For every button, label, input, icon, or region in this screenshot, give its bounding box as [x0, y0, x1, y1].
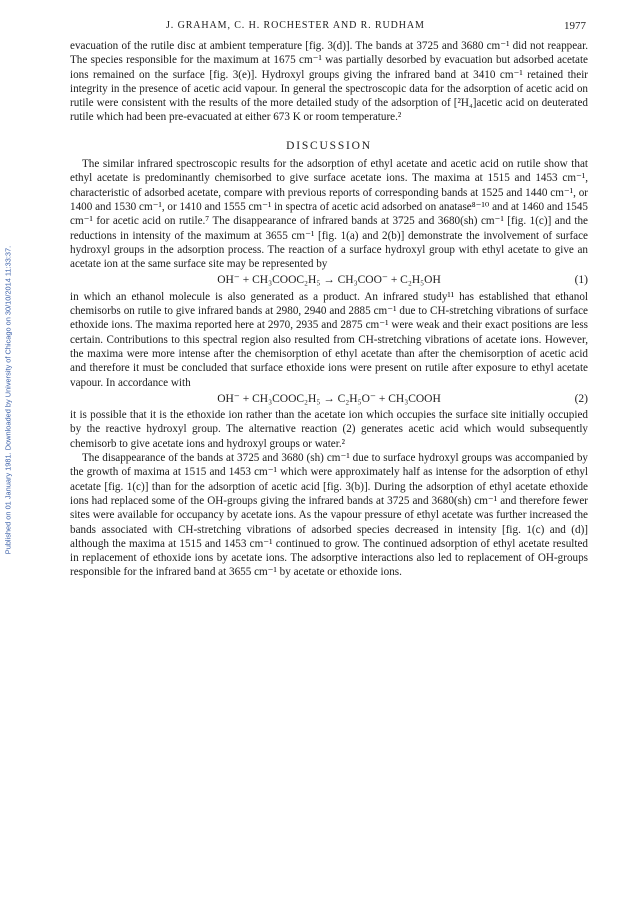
- paragraph-hydroxyl-disappearance: The disappearance of the bands at 3725 and 3680 (sh) cm⁻¹ due to surface hydroxyl groups was accompanied by the growth of maxima at 1515 and 1453 cm⁻¹ which were approximately half as intense for the adsorption of ethyl acetate [fig. 1(c)] than for the adsorption of acetic acid [fig. 3(b)]. During the adsorption of ethyl acetate ethoxide ions had replaced some of the OH-groups giving the infrared bands at 3725 and 3680(sh) cm⁻¹ and therefore fewer sites were available for occupancy by acetate ions. As the vapour pressure of ethyl acetate was further increased the bands associated with CH-stretching vibrations of adsorbed species decreased in intensity [fig. 1(c) and (d)] although the maxima at 1515 and 1453 cm⁻¹ continued to grow. The continued adsorption of ethyl acetate resulted in replacement of ethoxide ions by acetate ions. The adsorptive interactions also led to replacement of OH-groups responsible for the infrared band at 3655 cm⁻¹ by acetate or ethoxide ions.: [70, 452, 588, 579]
- publication-note[interactable]: Published on 01 January 1981. Downloaded by University of Chicago on 30/10/2014 11:33:37.: [3, 245, 13, 555]
- equation-2: [70, 392, 588, 406]
- equation-2-text: OH⁻ + CH₃COOC₂H₅ → C₂H₅O⁻ + CH₃COOH: [217, 392, 441, 405]
- article-body: [70, 39, 588, 580]
- equation-1-number: (1): [574, 274, 588, 287]
- paragraph-discussion-intro: The similar infrared spectroscopic results for the adsorption of ethyl acetate and acetic acid on rutile show that ethyl acetate is predominantly chemisorbed to give surface acetate ions. The maxima at 1515 and 1453 cm⁻¹, characteristic of adsorbed acetate, compare with previous reports of corresponding bands at 1525 and 1440 cm⁻¹, or 1400 and 1530 cm⁻¹, or 1410 and 1555 cm⁻¹ in spectra of acetic acid adsorbed on anatase⁸⁻¹⁰ and at 1460 and 1545 cm⁻¹ for acetic acid on rutile.⁷ The disappearance of infrared bands at 3725 and 3680(sh) cm⁻¹ [fig. 1(c)] and the reductions in intensity of the maximum at 3655 cm⁻¹ [fig. 1(a) and 2(b)] demonstrate the involvement of surface hydroxyl groups in the adsorption process. The reaction of a surface hydroxyl group with ethyl acetate to give an acetate ion at the same surface site may be represented by: [70, 158, 589, 271]
- equation-1-text: OH⁻ + CH₃COOC₂H₅ → CH₃COO⁻ + C₂H₅OH: [217, 274, 441, 287]
- publication-sidebar: [0, 150, 16, 650]
- equation-1: [70, 273, 588, 287]
- running-header: [70, 20, 586, 34]
- section-heading: DISCUSSION: [286, 139, 372, 152]
- page-number: 1977: [564, 20, 586, 32]
- header-authors: J. GRAHAM, C. H. ROCHESTER AND R. RUDHAM: [166, 20, 425, 31]
- paragraph-ethanol: in which an ethanol molecule is also generated as a product. An infrared study¹¹ has established that ethanol chemisorbs on rutile to give infrared bands at 2980, 2940 and 2885 cm⁻¹ due to CH-stretching vibrations of surface ethoxide ions. The maxima reported here at 2970, 2935 and 2875 cm⁻¹ were weak and their exact positions are less certain. Contributions to this spectral region also resulted from CH-stretching vibrations of acetate ions. However, the maxima were more intense after the chemisorption of ethyl acetate than after the chemisorption of acetic acid and therefore it must be concluded that surface ethoxide ions were present on rutile after exposure to ethyl acetate vapour. In accordance with: [70, 290, 588, 389]
- equation-2-number: (2): [574, 392, 588, 405]
- paragraph-continuation: evacuation of the rutile disc at ambient temperature [fig. 3(d)]. The bands at 3725 and 3680 cm⁻¹ did not reappear. The species responsible for the maximum at 1675 cm⁻¹ was partially desorbed by evacuation but adsorbed acetate ions remained on the surface [fig. 3(e)]. Hydroxyl groups giving the infrared band at 3410 cm⁻¹ retained their integrity in the presence of acetic acid vapour. In general the spectroscopic data for the adsorption of acetic acid on rutile were consistent with the results of the more detailed study of the adsorption of [²H₄]acetic acid on deuterated rutile which had been pre-evacuated at either 673 K or room temperature.²: [70, 40, 588, 124]
- paragraph-alternative-reaction: it is possible that it is the ethoxide ion rather than the acetate ion which occupies the surface site initially occupied by the reactive hydroxyl group. The alternative reaction (2) generates acetic acid which would subsequently chemisorb to give acetate ions and hydroxyl groups or water.²: [70, 409, 588, 450]
